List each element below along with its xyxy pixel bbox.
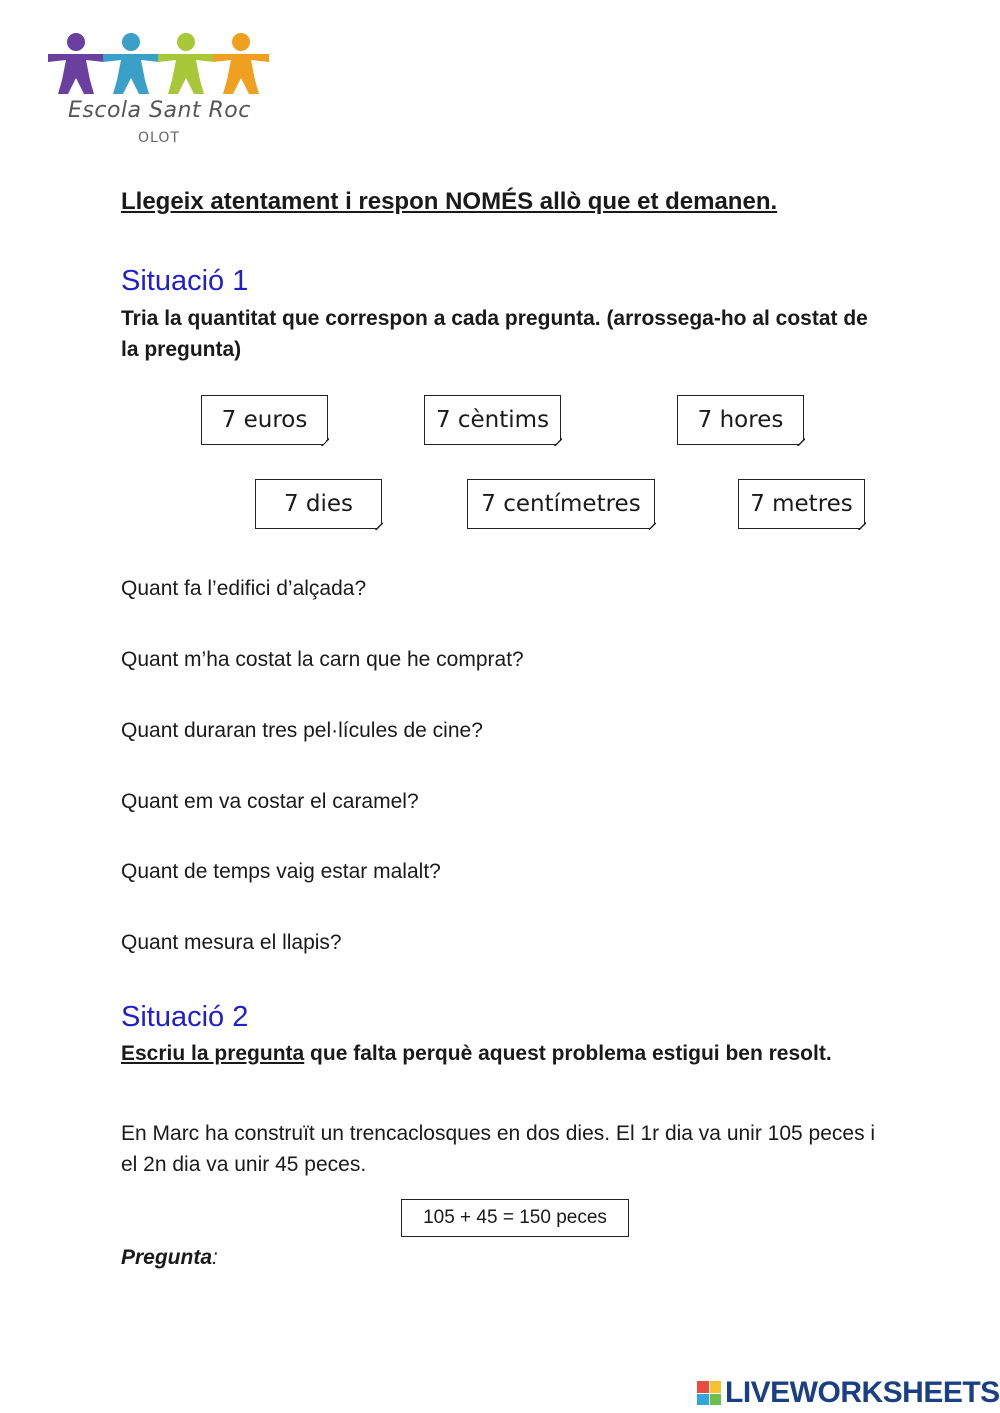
situation-1-instruction: Tria la quantitat que correspon a cada pregunta. (arrossega-ho al costat de la pregunta) [121, 307, 868, 361]
answer-label-text: Pregunta [121, 1246, 213, 1269]
question-3: Quant duraran tres pel·lícules de cine? [121, 719, 483, 742]
option-card-hores[interactable]: 7 hores [677, 395, 804, 445]
main-instruction: Llegeix atentament i respon NOMÉS allò que et demanen. [121, 188, 778, 215]
question-6: Quant mesura el llapis? [121, 931, 342, 954]
paper-dolls-icon [48, 30, 273, 100]
paper-doll-figure [103, 33, 159, 94]
paper-doll-figure [213, 33, 269, 94]
liveworksheets-watermark [697, 1375, 1000, 1411]
answer-label-colon: : [212, 1246, 218, 1269]
paper-doll-figure [48, 33, 104, 94]
paper-doll-figure [158, 33, 214, 94]
problem-text: En Marc ha construït un trencaclosques en dos dies. El 1r dia va unir 105 peces i el 2n dia va unir 45 peces. [121, 1122, 876, 1176]
watermark-text: LIVEWORKSHEETS [725, 1376, 1000, 1409]
option-card-dies[interactable]: 7 dies [255, 479, 382, 529]
situation-2-title: Situació 2 [121, 1001, 249, 1033]
question-5: Quant de temps vaig estar malalt? [121, 860, 441, 883]
question-1: Quant fa l’edifici d’alçada? [121, 577, 367, 600]
school-city: OLOT [138, 130, 180, 146]
school-logo [48, 30, 273, 155]
instruction-underlined: Escriu la pregunta [121, 1042, 305, 1065]
option-card-metres[interactable]: 7 metres [738, 479, 865, 529]
option-card-euros[interactable]: 7 euros [201, 395, 328, 445]
instruction-rest: que falta perquè aquest problema estigui ben resolt. [304, 1042, 832, 1065]
question-2: Quant m’ha costat la carn que he comprat? [121, 648, 524, 671]
liveworksheets-logo-icon [697, 1381, 721, 1405]
equation-box [401, 1199, 629, 1237]
option-card-centimetres[interactable]: 7 centímetres [467, 479, 655, 529]
situation-2-instruction [121, 1038, 878, 1069]
situation-1-title: Situació 1 [121, 265, 249, 297]
equation-text: 105 + 45 = 150 peces [423, 1207, 607, 1228]
school-name: Escola Sant Roc [68, 98, 251, 123]
question-4: Quant em va costar el caramel? [121, 790, 419, 813]
answer-label [121, 1246, 218, 1270]
option-card-centims[interactable]: 7 cèntims [424, 395, 561, 445]
